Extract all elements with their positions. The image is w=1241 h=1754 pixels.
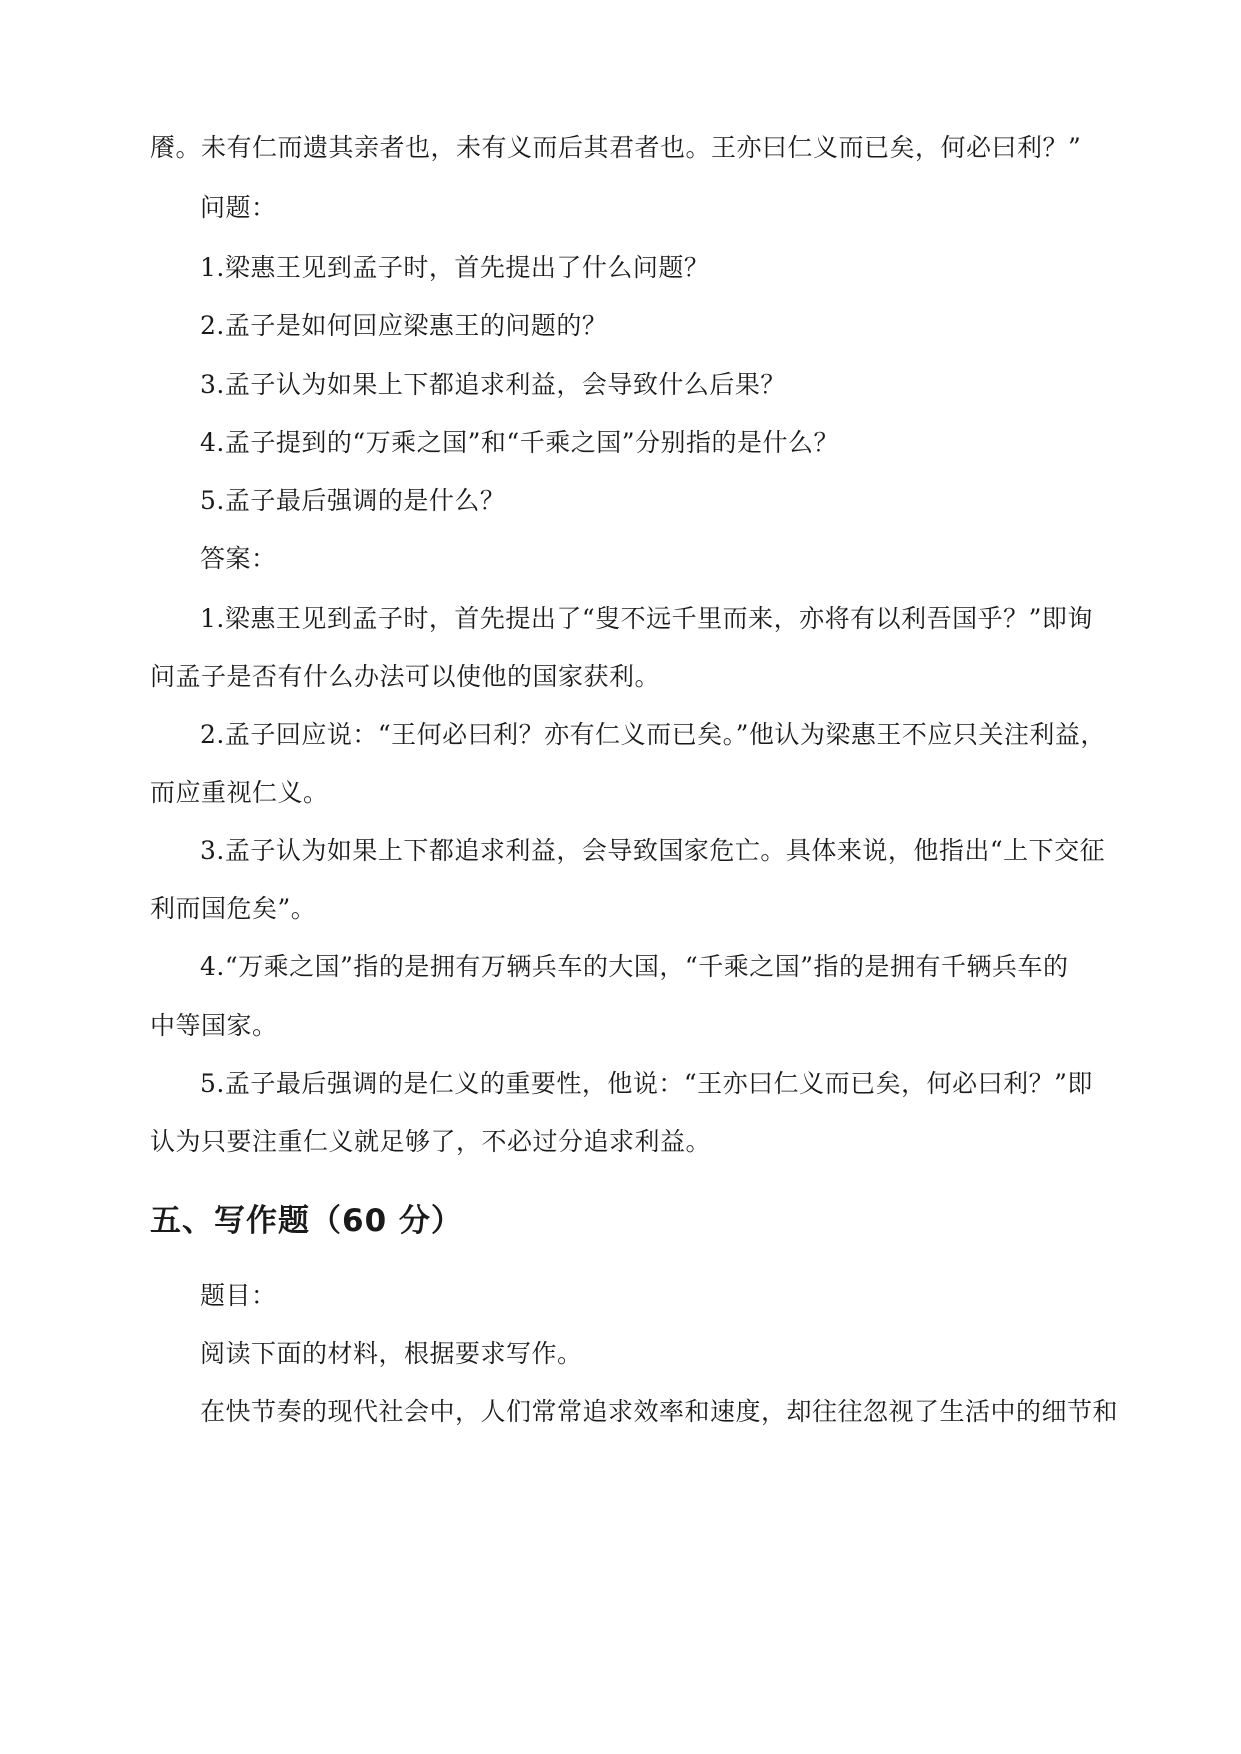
answer-1-line-2: 问孟子是否有什么办法可以使他的国家获利。 [150,662,661,691]
answer-2-line-2: 而应重视仁义。 [150,778,329,807]
answers-label: 答案： [200,544,277,573]
answer-3-line-1: 3.孟子认为如果上下都追求利益，会导致国家危亡。具体来说，他指出“上下交征 [200,836,1106,865]
answer-5-line-2: 认为只要注重仁义就足够了，不必过分追求利益。 [150,1127,712,1156]
question-1: 1.梁惠王见到孟子时，首先提出了什么问题？ [200,253,710,282]
answer-5-line-1: 5.孟子最后强调的是仁义的重要性，他说：“王亦曰仁义而已矣，何必曰利？”即 [200,1069,1093,1098]
question-3: 3.孟子认为如果上下都追求利益，会导致什么后果？ [200,370,786,399]
questions-label: 问题： [200,193,277,222]
answer-1-line-1: 1.梁惠王见到孟子时，首先提出了“叟不远千里而来，亦将有以利吾国乎？”即询 [200,604,1093,633]
section-heading-writing: 五、写作题（60 分） [150,1203,463,1239]
writing-instruction: 阅读下面的材料，根据要求写作。 [200,1339,583,1368]
passage-tail: 餍。未有仁而遗其亲者也，未有义而后其君者也。王亦曰仁义而已矣，何必曰利？” [150,133,1082,162]
answer-4-line-1: 4.“万乘之国”指的是拥有万辆兵车的大国，“千乘之国”指的是拥有千辆兵车的 [200,952,1069,981]
answer-2-line-1: 2.孟子回应说：“王何必曰利？亦有仁义而已矣。”他认为梁惠王不应只关注利益， [200,720,1106,749]
question-2: 2.孟子是如何回应梁惠王的问题的？ [200,311,608,340]
writing-material: 在快节奏的现代社会中，人们常常追求效率和速度，却往往忽视了生活中的细节和 [200,1397,1119,1426]
question-5: 5.孟子最后强调的是什么？ [200,486,506,515]
answer-4-line-2: 中等国家。 [150,1011,278,1040]
answer-3-line-2: 利而国危矣”。 [150,894,317,923]
question-4: 4.孟子提到的“万乘之国”和“千乘之国”分别指的是什么？ [200,428,839,457]
topic-label: 题目： [200,1281,277,1310]
